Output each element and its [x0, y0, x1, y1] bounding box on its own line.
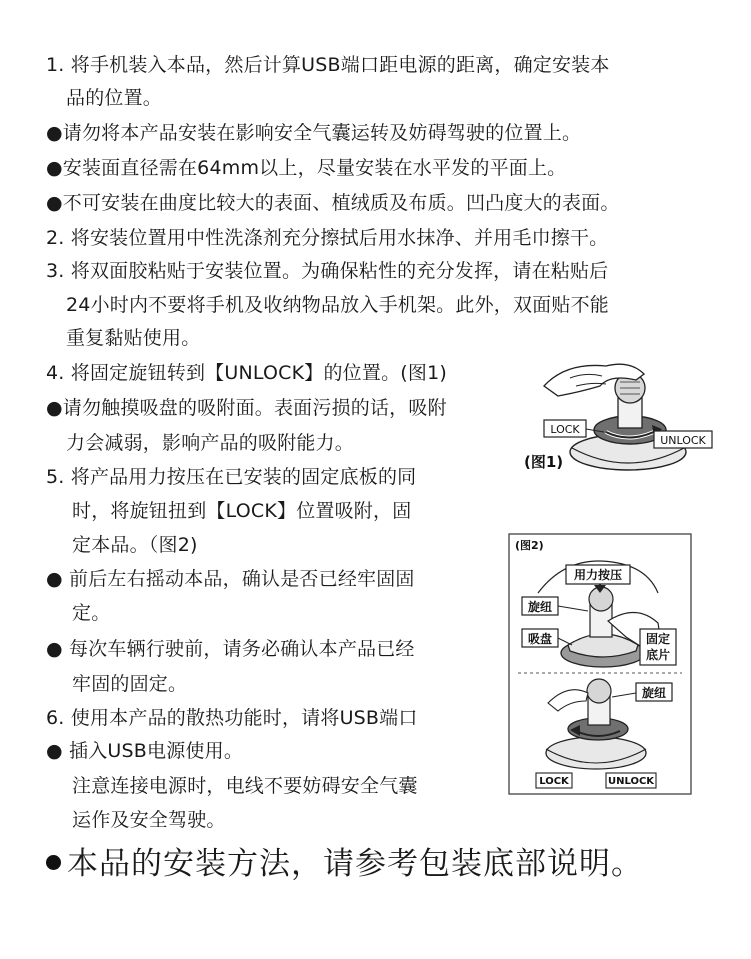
instruction-line: 牢固的固定。 — [72, 673, 188, 695]
instruction-line: 定本品。（图2) — [72, 534, 198, 556]
suction-label: 吸盘 — [527, 632, 553, 646]
figure-1-illustration — [510, 352, 715, 482]
instruction-line: 2. 将安装位置用中性洗涤剂充分擦拭后用水抹净、并用毛巾擦干。 — [46, 227, 609, 249]
instruction-line: 4. 将固定旋钮转到【UNLOCK】的位置。(图1) — [46, 362, 447, 384]
figure-2-caption: (图2) — [515, 539, 544, 552]
instruction-line: ● 插入USB电源使用。 — [46, 740, 244, 762]
suction-cup-lower — [546, 737, 646, 769]
base-label-line2: 底片 — [645, 648, 671, 662]
bullet-dot — [46, 855, 61, 870]
knob-label-2: 旋纽 — [641, 686, 667, 700]
instruction-line: ●安装面直径需在64mm以上，尽量安装在水平发的平面上。 — [46, 157, 567, 179]
lock-label: LOCK — [550, 423, 580, 436]
final-note-text: 本品的安装方法，请参考包装底部说明。 — [67, 846, 643, 882]
instruction-line: 5. 将产品用力按压在已安装的固定底板的同 — [46, 466, 417, 488]
instruction-line: ●请勿触摸吸盘的吸附面。表面污损的话，吸附 — [46, 397, 447, 419]
instruction-line: 注意连接电源时，电线不要妨碍安全气囊 — [72, 775, 418, 797]
instruction-line: ● 每次车辆行驶前，请务必确认本产品已经 — [46, 638, 415, 660]
instruction-line: 时，将旋钮扭到【LOCK】位置吸附，固 — [72, 500, 412, 522]
knob-label: 旋纽 — [527, 600, 553, 614]
instruction-line: 品的位置。 — [66, 87, 163, 109]
lock-label-2: LOCK — [539, 776, 569, 787]
unlock-label-2: UNLOCK — [607, 776, 655, 787]
final-note — [46, 844, 643, 884]
instruction-line: 3. 将双面胶粘贴于安装位置。为确保粘性的充分发挥，请在粘贴后 — [46, 260, 609, 282]
instruction-line: 重复黏贴使用。 — [66, 327, 201, 349]
instruction-line: 6. 使用本产品的散热功能时，请将USB端口 — [46, 707, 418, 729]
instruction-line: ● 前后左右摇动本品，确认是否已经牢固固 — [46, 568, 415, 590]
instruction-line: 24小时内不要将手机及收纳物品放入手机架。此外，双面贴不能 — [66, 294, 609, 316]
instruction-line: 力会减弱，影响产品的吸附能力。 — [66, 432, 355, 454]
ball-joint-lower — [587, 679, 611, 703]
instruction-line: 运作及安全驾驶。 — [72, 809, 226, 831]
instruction-line: ●不可安装在曲度比较大的表面、植绒质及布质。凹凸度大的表面。 — [46, 192, 620, 214]
instruction-line: 1. 将手机装入本品，然后计算USB端口距电源的距离，确定安装本 — [46, 54, 610, 76]
base-label-line1: 固定 — [645, 632, 671, 646]
figure-1-caption: (图1) — [524, 453, 564, 471]
unlock-label: UNLOCK — [660, 434, 706, 447]
figure-2-illustration — [508, 533, 692, 795]
instruction-line: 定。 — [72, 602, 111, 624]
instruction-line: ●请勿将本产品安装在影响安全气囊运转及妨碍驾驶的位置上。 — [46, 122, 582, 144]
press-label: 用力按压 — [573, 568, 623, 582]
